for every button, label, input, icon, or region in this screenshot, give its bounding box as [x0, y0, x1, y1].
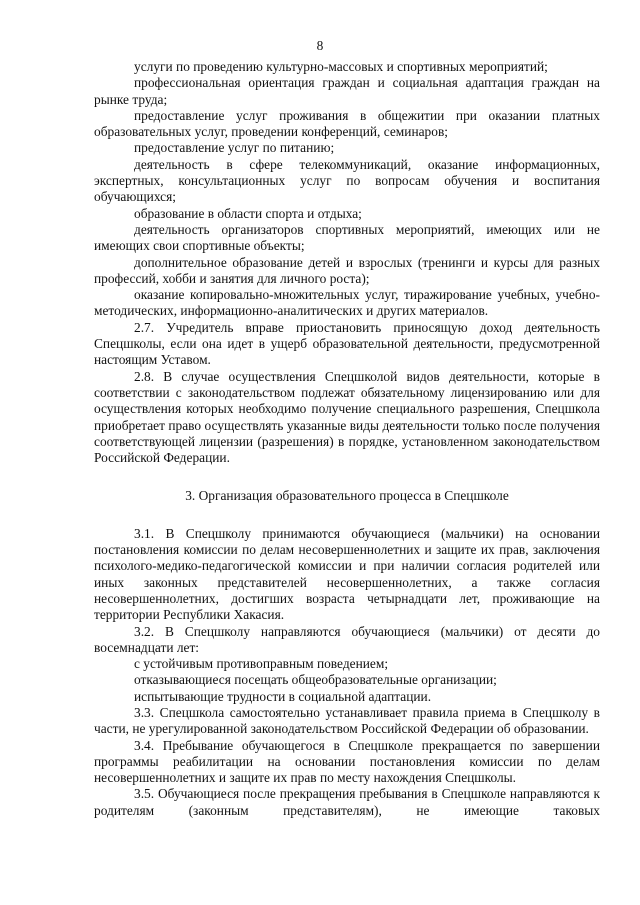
paragraph-sport-organizers: деятельность организаторов спортивных мероприятий, имеющих или не имеющих свои спортивные объекты; [94, 221, 600, 254]
paragraph-dormitory: предоставление услуг проживания в общежитии при оказании платных образовательных услуг, проведении конференций, семинаров; [94, 107, 600, 140]
paragraph-2-7: 2.7. Учредитель вправе приостановить приносящую доход деятельность Спецшколы, если она идет в ущерб образовательной деятельности, предусмотренной настоящим Уставом. [94, 319, 600, 368]
paragraph-cultural-events: услуги по проведению культурно-массовых и спортивных мероприятий; [134, 59, 548, 74]
paragraph-copying-services: оказание копировально-множительных услуг, тиражирование учебных, учебно-методических, информационно-аналитических и других материалов. [94, 287, 600, 319]
paragraph-3-2: 3.2. В Спецшколу направляются обучающиеся (мальчики) от десяти до восемнадцати лет: [94, 623, 600, 655]
paragraph-catering: предоставление услуг по питанию; [134, 140, 335, 156]
paragraph-career-orientation: профессиональная ориентация граждан и социальная адаптация граждан на рынке труда; [94, 75, 600, 107]
paragraph-3-3: 3.3. Спецшкола самостоятельно устанавливает правила приема в Спецшколу в части, не урегулированной законодательством Российской Федерации об образовании. [94, 704, 600, 737]
paragraph-telecom: деятельность в сфере телекоммуникаций, оказание информационных, экспертных, консультационных услуг по вопросам обучения и воспитания обучающихся; [94, 156, 600, 205]
page-number: 8 [316, 38, 324, 53]
paragraph-sport-education: образование в области спорта и отдыха; [134, 205, 362, 221]
list-item-unlawful-behavior: с устойчивым противоправным поведением; [134, 656, 389, 672]
list-item-refusing-school: отказывающиеся посещать общеобразовательные организации; [134, 672, 497, 688]
document-body [94, 59, 600, 819]
list-item-social-difficulties: испытывающие трудности в социальной адаптации. [134, 688, 432, 704]
paragraph-2-8: 2.8. В случае осуществления Спецшколой видов деятельности, которые в соответствии с законодательством подлежат обязательному лицензированию или для осуществления которых необходимо получение специального разрешения, Спецшкола приобретает право осуществлять указанные виды деятельности только после получения соответствующей лицензии (разрешения) в порядке, установленном законодательством Российской Федерации. [94, 368, 600, 466]
paragraph-3-1: 3.1. В Спецшколу принимаются обучающиеся (мальчики) на основании постановления комиссии по делам несовершеннолетних и защите их прав, заключения психолого-медико-педагогической комиссии и при наличии согласия родителей или иных законных представителей несовершеннолетних, а также согласия несовершеннолетних, достигших возраста четырнадцати лет, проживающие на территории Республики Хакасия. [94, 525, 600, 623]
paragraph-additional-education: дополнительное образование детей и взрослых (тренинги и курсы для разных профессий, хобби и занятия для личного роста); [94, 254, 600, 286]
section-heading: 3. Организация образовательного процесса в Спецшколе [185, 488, 509, 504]
paragraph-3-4: 3.4. Пребывание обучающегося в Спецшколе прекращается по завершении программы реабилитации на основании постановления комиссии по делам несовершеннолетних и защите их прав по месту нахождения Спецшколы. [94, 737, 600, 786]
paragraph-3-5: 3.5. Обучающиеся после прекращения пребывания в Спецшколе направляются к родителям (законным представителям), не имеющие таковых [94, 786, 600, 818]
